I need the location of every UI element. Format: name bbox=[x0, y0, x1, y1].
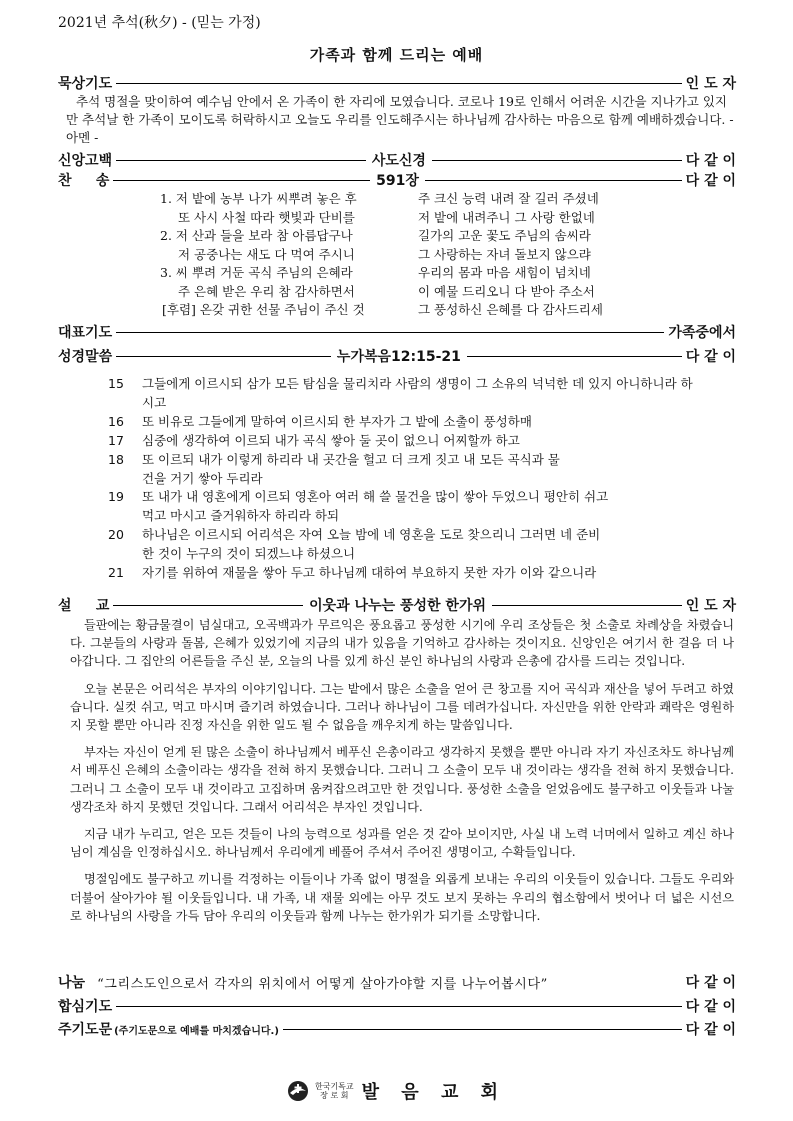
sermon-body bbox=[70, 616, 734, 934]
lords-prayer-note: (주기도문으로 예배를 마치겠습니다.) bbox=[114, 1025, 279, 1037]
verse: 20 하나님은 이르시되 어리석은 자여 오늘 밤에 네 영혼을 도로 찾으리니 그러면 네 준비한 것이 누구의 것이 되겠느냐 하셨으니 bbox=[108, 527, 601, 562]
creed-title: 사도신경 bbox=[371, 153, 426, 169]
hymn-line: 1. 저 밭에 농부 나가 씨뿌려 놓은 후 주 크신 능력 내려 잘 길러 주셨네 bbox=[160, 191, 599, 206]
verse: 18 또 이르되 내가 이렇게 하리라 내 곳간을 헐고 더 크게 짓고 내 모든 곡식과 물건을 거기 쌓아 두리라 bbox=[108, 451, 560, 486]
divider bbox=[116, 1006, 682, 1007]
verse: 17 심중에 생각하여 이르되 내가 곡식 쌓아 둘 곳이 없으니 어찌할까 하고 bbox=[108, 432, 520, 448]
hymn-leader: 다 같 이 bbox=[685, 173, 736, 189]
sermon-row bbox=[58, 596, 736, 614]
sermon-paragraph: 지금 내가 누리고, 얻은 모든 것들이 나의 능력으로 성과를 얻은 것 같아 보이지만, 사실 내 노력 너머에서 일하고 계신 하나님이 계심을 인정하십시오. 하나님께서 우리에게 베풀어 주셔서 주어진 생명이고, 수확들입니다. bbox=[70, 827, 734, 860]
verse: 21 자기를 위하여 재물을 쌓아 두고 하나님께 대하여 부요하지 못한 자가 이와 같으니라 bbox=[108, 565, 597, 581]
header-line: 2021년 추석(秋夕) - (믿는 가정) bbox=[58, 15, 261, 31]
sharing-leader: 다 같 이 bbox=[685, 975, 736, 991]
sermon-paragraph: 명절임에도 불구하고 끼니를 걱정하는 이들이나 가족 없이 명절을 외롭게 보내는 우리의 이웃들이 있습니다. 그들도 우리와 더불어 살아가야 될 이웃들입니다. 내 가족, 내 재물 외에는 아무 것도 보지 못하는 우리의 협소함에서 벗어나 더 넓은 시선으로 하나님의 사랑을 가득 담아 우리의 이웃들과 함께 나누는 한가위가 되기를 소망합니다. bbox=[70, 872, 734, 923]
prayer-leader: 가족중에서 bbox=[668, 325, 736, 341]
sermon-leader: 인 도 자 bbox=[685, 598, 737, 614]
divider bbox=[283, 1029, 682, 1030]
church-footer bbox=[0, 1078, 793, 1104]
hymn-line: 또 사시 사철 따라 햇빛과 단비를 저 밭에 내려주니 그 사랑 한없네 bbox=[178, 209, 595, 225]
sermon-paragraph: 부자는 자신이 얻게 된 많은 소출이 하나님께서 베푸신 은총이라고 생각하지 못했을 뿐만 아니라 자기 자신조차도 하나님께서 베푸신 은혜의 소출이라는 생각을 전혀 하지 못했습니다. 그러니 그 소출이 모두 내 것이라는 생각을 전혀 하지 못했습니다. 그러니 그 소출이 모두 내 것이라고 고집하며 움켜잡으려고만 한 것입니다. 풍성한 소출을 얻었음에도 불구하고 이웃들과 나눌 생각조차 하지 못했던 것입니다. 그래서 어리석은 부자인 것입니다. bbox=[70, 745, 734, 814]
divider bbox=[113, 605, 303, 606]
sermon-title: 이웃과 나누는 풍성한 한가위 bbox=[309, 598, 487, 614]
sharing-row bbox=[58, 972, 736, 992]
silent-prayer-leader: 인 도 자 bbox=[685, 76, 736, 92]
scripture-verses bbox=[108, 375, 702, 583]
unison-prayer-leader: 다 같 이 bbox=[685, 999, 736, 1015]
silent-prayer-label: 묵상기도 bbox=[58, 76, 113, 92]
page-title: 가족과 함께 드리는 예배 bbox=[309, 46, 484, 64]
divider bbox=[116, 83, 682, 84]
scripture-label: 성경말씀 bbox=[58, 349, 113, 365]
hymn-line: 저 공중나는 새도 다 먹여 주시니 그 사랑하는 자녀 돌보지 않으랴 bbox=[178, 246, 591, 262]
hymn-label: 찬 송 bbox=[58, 173, 110, 189]
hymn-row bbox=[58, 171, 736, 189]
hymn-line: [후렴] 온갖 귀한 선물 주님이 주신 것 그 풍성하신 은혜를 다 감사드리세 bbox=[162, 302, 603, 317]
scripture-row bbox=[58, 347, 736, 365]
sermon-paragraph: 오늘 본문은 어리석은 부자의 이야기입니다. 그는 밭에서 많은 소출을 얻어 큰 창고를 지어 곡식과 재산을 넣어 두려고 하였습니다. 실컷 쉬고, 먹고 마시며 즐기려 하였습니다. 그러나 하나님이 그를 데려가십니다. 자신만을 위한 안락과 쾌락은 영원하지 못할 뿐만 아니라 진정 자신을 위한 일도 될 수 없음을 깨우치게 하는 말씀입니다. bbox=[70, 681, 734, 733]
scripture-leader: 다 같 이 bbox=[685, 349, 737, 365]
divider bbox=[116, 356, 331, 357]
sermon-paragraph: 들판에는 황금물결이 넘실대고, 오곡백과가 무르익은 풍요롭고 풍성한 시기에 우리 조상들은 첫 소출로 차례상을 차렸습니다. 그분들의 사랑과 돌봄, 은혜가 있었기에 지금의 내가 있음을 기억하고 감사하는 것이지요. 신앙인은 여기서 한 걸음 더 나아갑니다. 그 집안의 어른들을 주신 분, 오늘의 나를 있게 하신 분인 하나님의 사랑과 은총에 감사를 드리는 것입니다. bbox=[70, 618, 734, 669]
prayer-label: 대표기도 bbox=[58, 325, 113, 341]
denomination: 한국기독교 장 로 회 bbox=[315, 1082, 354, 1100]
creed-leader: 다 같 이 bbox=[685, 153, 737, 169]
divider bbox=[432, 160, 682, 161]
lords-prayer-row bbox=[58, 1020, 736, 1038]
lords-prayer-leader: 다 같 이 bbox=[685, 1022, 736, 1038]
church-name: 발 음 교 회 bbox=[361, 1082, 506, 1103]
verse: 16 또 비유로 그들에게 말하여 이르시되 한 부자가 그 밭에 소출이 풍성하매 bbox=[108, 413, 532, 429]
unison-prayer-row bbox=[58, 997, 736, 1015]
creed-label: 신앙고백 bbox=[58, 153, 113, 169]
divider bbox=[116, 332, 664, 333]
sharing-prompt: “그리스도인으로서 각자의 위치에서 어떻게 살아가야할 지를 나누어봅시다” bbox=[97, 976, 548, 992]
hymn-number: 591장 bbox=[376, 173, 419, 189]
hymn-line: 주 은혜 받은 우리 참 감사하면서 이 예물 드리오니 다 받아 주소서 bbox=[178, 283, 595, 299]
verse: 15 그들에게 이르시되 삼가 모든 탐심을 물리치라 사람의 생명이 그 소유의 넉넉한 데 있지 아니하니라 하시고 bbox=[108, 376, 693, 410]
unison-prayer-label: 합심기도 bbox=[58, 999, 113, 1015]
hymn-line: 2. 저 산과 들을 보라 참 아름답구나 길가의 고운 꽃도 주님의 솜씨라 bbox=[160, 228, 591, 243]
verse: 19 또 내가 내 영혼에게 이르되 영혼아 여러 해 쓸 물건을 많이 쌓아 두었으니 평안히 쉬고 먹고 마시고 즐거워하자 하리라 하되 bbox=[108, 489, 609, 524]
divider bbox=[116, 160, 366, 161]
sharing-label: 나눔 bbox=[58, 975, 86, 991]
divider bbox=[113, 180, 370, 181]
hymn-line: 3. 씨 뿌려 거둔 곡식 주님의 은혜라 우리의 몸과 마음 새힘이 넘치네 bbox=[160, 265, 591, 280]
scripture-reference: 누가복음12:15-21 bbox=[336, 349, 461, 365]
silent-prayer-text: 추석 명절을 맞이하여 예수님 안에서 온 가족이 한 자리에 모였습니다. 코로나 19로 인해서 어려운 시간을 지나가고 있지만 추석날 한 가족이 모이도록 허락하시고 오늘도 우리를 인도해주시는 하나님께 감사하는 마음으로 함께 예배하겠습니다. - 아멘 - bbox=[66, 94, 734, 145]
lords-prayer-label: 주기도문 bbox=[58, 1022, 113, 1038]
divider bbox=[425, 180, 682, 181]
church-logo-icon bbox=[287, 1080, 309, 1102]
sermon-label: 설 교 bbox=[58, 598, 110, 614]
hymn-lyrics bbox=[160, 190, 603, 320]
silent-prayer-row bbox=[58, 74, 736, 92]
creed-row bbox=[58, 151, 736, 169]
divider bbox=[467, 356, 682, 357]
divider bbox=[492, 605, 682, 606]
prayer-row bbox=[58, 323, 736, 341]
